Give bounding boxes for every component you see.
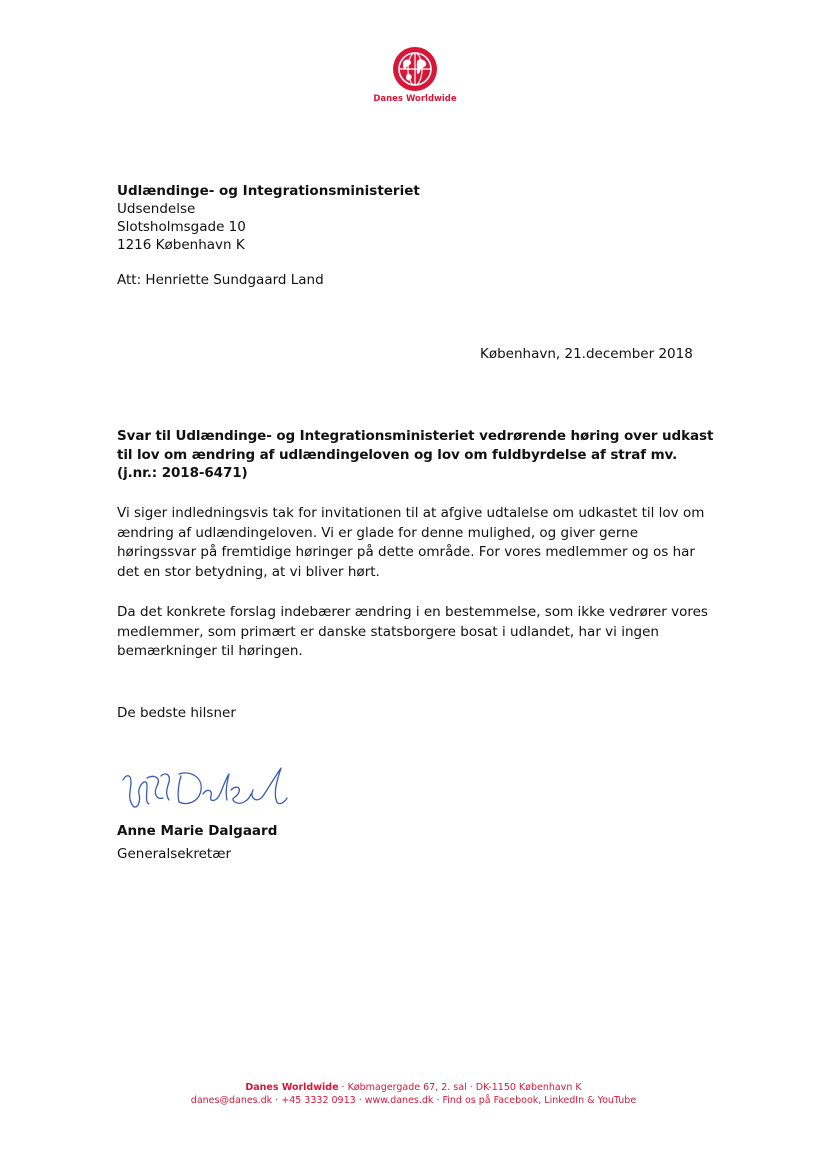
footer	[0, 1081, 827, 1107]
footer-line-2: danes@danes.dk · +45 3332 0913 · www.danes.dk · Find os på Facebook, LinkedIn & YouTube	[190, 1095, 637, 1106]
footer-line-1	[0, 1081, 827, 1094]
footer-org: Danes Worldwide	[245, 1082, 339, 1093]
date-line: København, 21.december 2018	[480, 346, 693, 362]
recipient-department: Udsendelse	[117, 201, 196, 217]
body-paragraph-1: Vi siger indledningsvis tak for invitationen til at afgive udtalelse om udkastet til lov om ændring af udlændingeloven. Vi er glade for denne mulighed, og giver gerne høringssvar på fremtidige høringer på dette område. For vores medlemmer og os har det en stor betydning, at vi bliver hørt.	[117, 505, 705, 580]
logo-text: Danes Worldwide	[373, 94, 457, 104]
footer-address: · Købmagergade 67, 2. sal · DK-1150 København K	[338, 1082, 582, 1093]
signatory-name: Anne Marie Dalgaard	[117, 823, 278, 839]
signatory-title: Generalsekretær	[117, 846, 232, 862]
body-paragraph-2: Da det konkrete forslag indebærer ændring i en bestemmelse, som ikke vedrører vores medlemmer, som primært er danske statsborgere bosat i udlandet, har vi ingen bemærkninger til høringen.	[117, 604, 708, 659]
letter-subject: Svar til Udlændinge- og Integrationsministeriet vedrørende høring over udkast til lov om ændring af udlændingeloven og lov om fuldbyrdelse af straf mv. (j.nr.: 2018-6471)	[117, 428, 714, 481]
recipient-city: 1216 København K	[117, 237, 245, 253]
attention-line: Att: Henriette Sundgaard Land	[117, 272, 324, 288]
closing: De bedste hilsner	[117, 705, 236, 721]
recipient-address	[117, 182, 420, 254]
globe-icon	[392, 46, 438, 92]
danes-worldwide-logo	[367, 46, 463, 104]
handwritten-signature	[117, 760, 297, 822]
recipient-street: Slotsholmsgade 10	[117, 219, 246, 235]
recipient-organization: Udlændinge- og Integrationsministeriet	[117, 183, 420, 199]
